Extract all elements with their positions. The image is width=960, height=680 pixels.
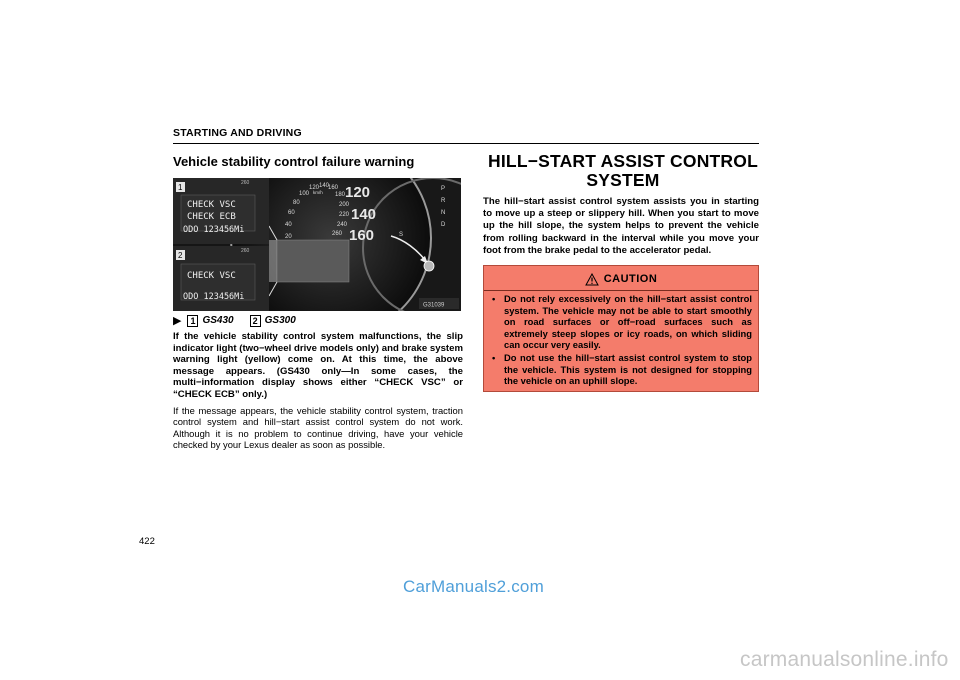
message-line: CHECK VSC bbox=[187, 200, 236, 210]
caution-box bbox=[483, 265, 759, 392]
figure-code: G31039 bbox=[423, 302, 445, 309]
message-line: CHECK VSC bbox=[187, 271, 236, 281]
panel-number: 2 bbox=[178, 251, 183, 260]
title-line: HILL−START ASSIST CONTROL bbox=[488, 151, 758, 171]
caution-divider bbox=[484, 290, 758, 291]
gauge-big-number: 120 bbox=[345, 184, 371, 201]
gauge-tick: 20 bbox=[285, 234, 292, 240]
figure-caption bbox=[173, 314, 463, 327]
multi-information-display bbox=[277, 240, 349, 282]
gauge-big-number: 140 bbox=[351, 206, 377, 223]
footer-site-link[interactable]: carmanualsonline.info bbox=[740, 648, 949, 671]
caution-item bbox=[490, 352, 752, 387]
warning-title: Vehicle stability control failure warning bbox=[173, 154, 415, 169]
hill-start-intro: The hill−start assist control system assists you in starting to move up a steep or slippery hill. When you start to move up the hill slope, the system helps to prevent the vehicle from rolling backward in the interval while you move your foot from the brake pedal to the accelerator pedal. bbox=[483, 196, 759, 256]
gauge-tick: 100 bbox=[299, 191, 310, 197]
page-number: 422 bbox=[139, 536, 155, 547]
message-line: CHECK ECB bbox=[187, 212, 236, 222]
hill-start-title bbox=[486, 152, 760, 190]
gauge-tick: 220 bbox=[339, 212, 350, 218]
bullet-icon: • bbox=[492, 351, 496, 363]
caution-item-text: Do not rely excessively on the hill−start assist control system. The vehicle may not be able to start smoothly on road surfaces or off−road surfaces such as extremely steep slopes or icy roads, on which sliding can occur very easily. bbox=[504, 293, 752, 351]
caution-heading bbox=[484, 270, 758, 288]
panel-number: 1 bbox=[178, 183, 183, 192]
caption-model: GS300 bbox=[264, 315, 296, 326]
gauge-tick: 80 bbox=[293, 200, 300, 206]
gear-letter: N bbox=[441, 210, 446, 216]
pointer-icon: ▶ bbox=[173, 315, 182, 327]
caution-item bbox=[490, 293, 752, 351]
caption-number: 1 bbox=[187, 315, 198, 327]
instrument-figure bbox=[173, 178, 461, 311]
caption-model: GS430 bbox=[202, 315, 234, 326]
gauge-tick: 140 bbox=[319, 183, 330, 189]
slip-indicator-icon bbox=[424, 261, 434, 271]
gear-letter: D bbox=[441, 222, 446, 228]
instrument-illustration bbox=[173, 178, 461, 311]
gauge-tick: 120 bbox=[309, 185, 320, 191]
gauge-tick: 260 bbox=[332, 231, 343, 237]
gauge-tick: 200 bbox=[339, 202, 350, 208]
caution-list bbox=[490, 293, 752, 388]
watermark-link[interactable]: CarManuals2.com bbox=[403, 577, 544, 596]
title-line: SYSTEM bbox=[586, 170, 660, 190]
section-header: STARTING AND DRIVING bbox=[173, 127, 759, 144]
gauge-tick: 40 bbox=[285, 222, 292, 228]
gear-letter: R bbox=[441, 198, 446, 204]
caution-item-text: Do not use the hill−start assist control system to stop the vehicle. This system is not designed for stopping the vehicle on an uphill slope. bbox=[504, 351, 752, 387]
gear-letter: P bbox=[441, 186, 446, 192]
gauge-tick: 60 bbox=[288, 210, 295, 216]
gear-letter: S bbox=[399, 232, 404, 238]
warning-triangle-icon bbox=[585, 273, 599, 286]
panel-scale-text: 260 bbox=[241, 248, 250, 254]
gauge-big-number: 160 bbox=[349, 227, 375, 244]
odometer-text: ODO 123456Mi bbox=[183, 225, 245, 235]
gauge-tick: 240 bbox=[337, 222, 348, 228]
gauge-unit: km/h bbox=[313, 190, 323, 195]
odometer-text: ODO 123456Mi bbox=[183, 292, 245, 302]
gauge-tick: 160 bbox=[328, 185, 339, 191]
bullet-icon: • bbox=[492, 293, 496, 304]
panel-scale-text: 260 bbox=[241, 180, 250, 186]
gauge-tick: 180 bbox=[335, 192, 346, 198]
caption-number: 2 bbox=[250, 315, 261, 327]
warning-bold-paragraph: If the vehicle stability control system malfunctions, the slip indicator light (two−wheel drive models only) and brake system warning light (yellow) come on. At this time, the above message appears. (GS430 only—In some cases, the multi−information display shows either “CHECK VSC” or “CHECK ECB” only.) bbox=[173, 331, 463, 400]
warning-plain-paragraph: If the message appears, the vehicle stability control system, traction control system and hill−start assist control system do not work. Although it is no problem to continue driving, have your vehicle checked by your Lexus dealer as soon as possible. bbox=[173, 405, 463, 451]
caution-label: CAUTION bbox=[603, 273, 658, 285]
